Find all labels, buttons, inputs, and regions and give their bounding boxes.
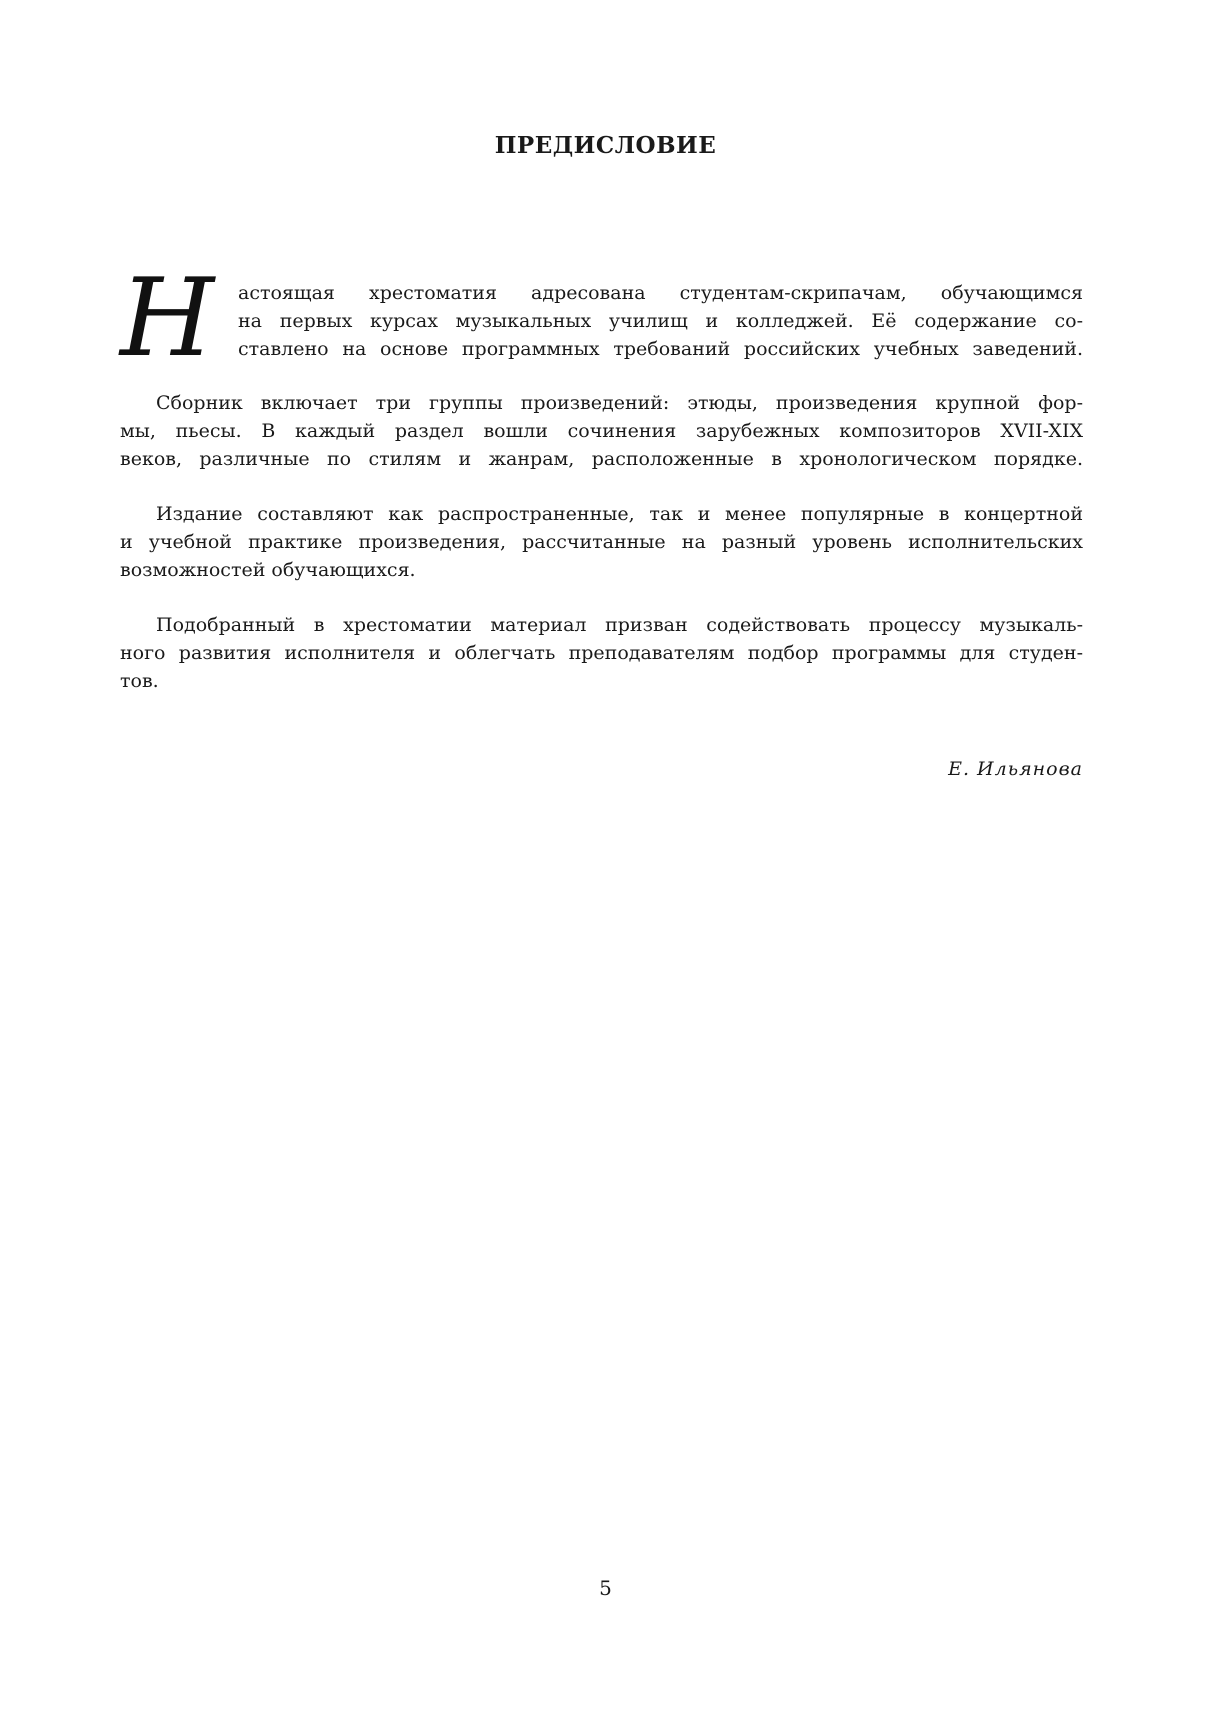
- paragraph-line: и учебной практике произведения, рассчитанные на разный уровень исполнительских: [120, 531, 1083, 553]
- paragraph-line: ного развития исполнителя и облегчать преподавателям подбор программы для студен-: [120, 642, 1083, 664]
- paragraph-edition: [120, 500, 1083, 584]
- paragraph-line: мы, пьесы. В каждый раздел вошли сочинения зарубежных композиторов XVII-XIX: [120, 420, 1083, 442]
- paragraph-line: тов.: [120, 670, 159, 692]
- author-signature: Е. Ильянова: [948, 758, 1083, 780]
- paragraph-line: веков, различные по стилям и жанрам, расположенные в хронологическом порядке.: [120, 448, 1083, 470]
- page-number: 5: [599, 1576, 612, 1600]
- paragraph-line: ставлено на основе программных требований российских учебных заведений.: [238, 338, 1083, 360]
- paragraph-purpose: [120, 611, 1083, 695]
- paragraph-line: Издание составляют как распространенные, так и менее популярные в концертной: [156, 503, 1083, 525]
- paragraph-line: астоящая хрестоматия адресована студентам-скрипачам, обучающимся: [238, 282, 1083, 304]
- paragraph-line: возможностей обучающихся.: [120, 559, 416, 581]
- paragraph-line: Сборник включает три группы произведений: этюды, произведения крупной фор-: [156, 392, 1083, 414]
- page-title: ПРЕДИСЛОВИЕ: [494, 132, 717, 159]
- paragraph-contents: [120, 389, 1083, 473]
- paragraph-intro: [120, 256, 1083, 381]
- paragraph-line: Подобранный в хрестоматии материал призван содействовать процессу музыкаль-: [156, 614, 1083, 636]
- drop-cap: Н: [120, 256, 215, 381]
- paragraph-line: на первых курсах музыкальных училищ и колледжей. Её содержание со-: [238, 310, 1083, 332]
